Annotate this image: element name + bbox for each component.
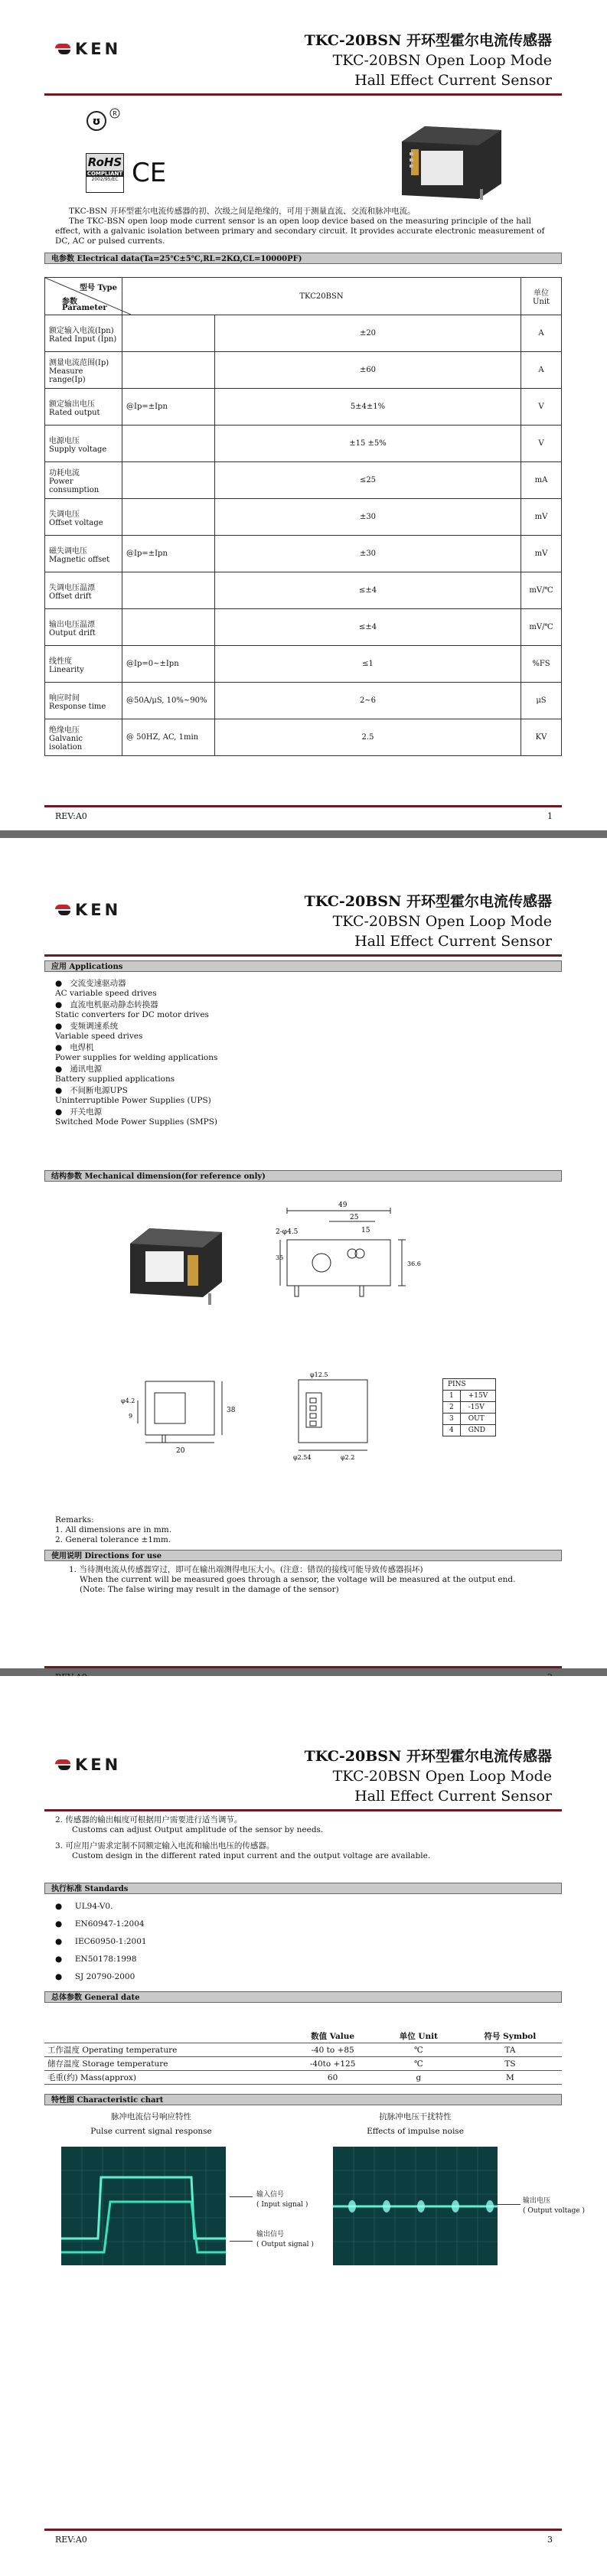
param-condition <box>122 352 215 389</box>
bullet-icon: ● <box>55 1000 70 1009</box>
param-unit: A <box>521 352 562 389</box>
param-condition <box>122 609 215 646</box>
bullet-icon: ● <box>55 1022 70 1031</box>
bullet-icon: ● <box>55 1043 70 1052</box>
bullet-icon: ● <box>55 1919 75 1929</box>
electrical-row <box>45 389 562 426</box>
param-unit: mV <box>521 536 562 572</box>
standard-item: ● UL94-V0. <box>55 1902 113 1911</box>
param-value: ±60 <box>215 352 521 389</box>
header-title-cn: TKC-20BSN 开环型霍尔电流传感器 <box>304 32 552 49</box>
header-title-cn: TKC-20BSN 开环型霍尔电流传感器 <box>304 1748 552 1765</box>
pin-row: 4 GND <box>443 1425 496 1436</box>
application-item: ● 变频调速系统 Variable speed drives <box>55 1022 143 1041</box>
head-corner-cell: 型号 Type 参数 Parameter <box>45 278 122 315</box>
bullet-icon: ● <box>55 1107 70 1117</box>
bullet-icon: ● <box>55 1955 75 1964</box>
bullet-icon: ● <box>55 1086 70 1095</box>
header-rule <box>44 93 562 96</box>
intro-text <box>55 207 553 246</box>
dim-38: 38 <box>227 1407 236 1414</box>
remark-line: Remarks: <box>55 1515 94 1524</box>
directions-item-1: 1. 当待测电流从传感器穿过，即可在输出端测得电压大小。(注意：错误的接线可能导致传感器损坏) When the current will be measured goes through a sensor, the voltage will be measured at the output end. (Note: The false wiring may result in the damage of the sensor) <box>69 1565 516 1594</box>
svg-text:ʊ: ʊ <box>92 116 101 128</box>
param-value: ≤±4 <box>215 609 521 646</box>
brand-name: KEN <box>75 901 122 919</box>
footer-rev: REV:A0 <box>55 811 87 821</box>
dim-12-5: φ12.5 <box>310 1371 328 1378</box>
dim-25: 25 <box>350 1214 359 1221</box>
standard-item: ● SJ 20790-2000 <box>55 1972 135 1981</box>
param-value: 2.5 <box>215 719 521 756</box>
general-row: 工作温度 Operating temperature -40 to +85 ℃ TA <box>44 2043 562 2057</box>
param-condition <box>122 572 215 609</box>
param-condition <box>122 426 215 462</box>
dim-20: 20 <box>176 1447 185 1455</box>
param-name: 功耗电流 Power consumption <box>45 462 122 499</box>
footer-page-number: 1 <box>547 811 553 821</box>
remarks <box>55 1515 171 1545</box>
logo-mark-icon <box>55 905 70 915</box>
section-mechanical: 结构参数 Mechanical dimension(for reference only) <box>44 1170 562 1182</box>
header-title-en2: Hall Effect Current Sensor <box>354 933 552 950</box>
section-standards: 执行标准 Standards <box>44 1883 562 1894</box>
brand-logo <box>55 901 121 919</box>
standard-item: ● EN50178:1998 <box>55 1955 137 1964</box>
page-1 <box>0 0 607 830</box>
electrical-table-body <box>45 315 562 756</box>
pin-row: 2 -15V <box>443 1402 496 1414</box>
param-value: 2~6 <box>215 683 521 719</box>
page-2 <box>0 838 607 1668</box>
electrical-row <box>45 462 562 499</box>
electrical-table-head <box>45 278 562 315</box>
standards-list <box>55 1902 147 1990</box>
electrical-row <box>45 609 562 646</box>
footer-rule <box>44 1666 562 1668</box>
param-value: ≤1 <box>215 646 521 683</box>
pins-table: PINS 1 +15V 2 -15V 3 OUT 4 GND <box>442 1378 496 1436</box>
rohs-badge: RoHS COMPLIANT 2002/95/EC <box>86 153 124 193</box>
param-condition: @Ip=±Ipn <box>122 389 215 426</box>
application-item: ● 不间断电源UPS Uninterruptible Power Supplies (UPS) <box>55 1086 211 1105</box>
bullet-icon: ● <box>55 1902 75 1911</box>
application-item: ● 开关电源 Switched Mode Power Supplies (SMPS) <box>55 1107 217 1127</box>
dim-36-6: 36.6 <box>407 1260 421 1267</box>
brand-logo <box>55 40 121 58</box>
param-value: 5±4±1% <box>215 389 521 426</box>
param-name: 失调电压 Offset voltage <box>45 499 122 536</box>
param-condition <box>122 499 215 536</box>
label-output-voltage: 输出电压 ( Output voltage ) <box>523 2197 586 2215</box>
standard-item: ● IEC60950-1:2001 <box>55 1937 147 1946</box>
bullet-icon: ● <box>55 1972 75 1981</box>
param-unit: KV <box>521 719 562 756</box>
electrical-row <box>45 572 562 609</box>
header-title-en1: TKC-20BSN Open Loop Mode <box>332 52 552 69</box>
param-condition: @50A/μS, 10%~90% <box>122 683 215 719</box>
bullet-icon: ● <box>55 979 70 988</box>
sensor-product-image <box>394 119 509 207</box>
chart-right-caption: 抗脉冲电压干扰特性 Effects of impulse noise <box>367 2112 464 2136</box>
param-name: 额定输出电压 Rated output <box>45 389 122 426</box>
param-unit: V <box>521 389 562 426</box>
side-view-drawing <box>115 1366 260 1466</box>
electrical-row <box>45 499 562 536</box>
general-table-head: 数值 Value 单位 Unit 符号 Symbol <box>44 2030 562 2043</box>
param-value: ±20 <box>215 315 521 352</box>
dim-2-2: φ2.2 <box>341 1454 355 1461</box>
param-unit: mV/℃ <box>521 572 562 609</box>
param-condition: @Ip=±Ipn <box>122 536 215 572</box>
param-name: 失调电压温漂 Offset drift <box>45 572 122 609</box>
general-row: 储存温度 Storage temperature -40to +125 ℃ TS <box>44 2057 562 2071</box>
dim-49: 49 <box>338 1202 348 1209</box>
application-item: ● 交流变速驱动器 AC variable speed drives <box>55 979 157 998</box>
header-title-en1: TKC-20BSN Open Loop Mode <box>332 1768 552 1785</box>
param-condition <box>122 462 215 499</box>
logo-mark-icon <box>55 1759 70 1770</box>
param-condition: @Ip=0~±Ipn <box>122 646 215 683</box>
label-output-signal: 输出信号 ( Output signal ) <box>256 2231 314 2248</box>
remark-line: 2. General tolerance ±1mm. <box>55 1535 171 1544</box>
electrical-row <box>45 719 562 756</box>
pin-row: 1 +15V <box>443 1391 496 1402</box>
param-condition <box>122 315 215 352</box>
param-unit: mV/℃ <box>521 609 562 646</box>
param-unit: μS <box>521 683 562 719</box>
pin-row: 3 OUT <box>443 1414 496 1425</box>
param-name: 输出电压温漂 Output drift <box>45 609 122 646</box>
footer-rev: REV:A0 <box>55 2535 87 2545</box>
param-value: ≤25 <box>215 462 521 499</box>
application-item: ● 直流电机驱动静态转换器 Static converters for DC motor drives <box>55 1000 209 1019</box>
param-name: 额定输入电流(Ipn) Rated Input (Ipn) <box>45 315 122 352</box>
param-name: 电源电压 Supply voltage <box>45 426 122 462</box>
dim-9: 9 <box>129 1413 133 1420</box>
bullet-icon: ● <box>55 1937 75 1946</box>
page-footer <box>55 811 553 821</box>
section-electrical: 电参数 Electrical data(Ta=25℃±5℃,RL=2KΩ,CL=10000PF) <box>44 253 562 264</box>
electrical-row <box>45 352 562 389</box>
directions-continued: 2. 传感器的输出幅度可根据用户需要进行适当调节。 Customs can adjust Output amplitude of the sensor by needs. 3. 可应用户需求定制不同额定输入电流和输出电压的传感器。 Custom design in the different rated input current and the output voltage are available. <box>55 1815 431 1860</box>
param-unit: mA <box>521 462 562 499</box>
header-title-en2: Hall Effect Current Sensor <box>354 72 552 89</box>
param-condition: @ 50HZ, AC, 1min <box>122 719 215 756</box>
dim-2-54: φ2.54 <box>293 1454 312 1461</box>
electrical-row <box>45 646 562 683</box>
param-unit: %FS <box>521 646 562 683</box>
page-header <box>305 1746 552 1806</box>
param-name: 线性度 Linearity <box>45 646 122 683</box>
electrical-row <box>45 536 562 572</box>
sensor-3d-photo <box>122 1221 230 1312</box>
electrical-row <box>45 426 562 462</box>
ce-mark: CE <box>132 158 167 188</box>
param-name: 绝缘电压 Galvanic isolation <box>45 719 122 756</box>
dim-35: 35 <box>276 1254 284 1261</box>
footer-page-number: 3 <box>547 2535 553 2545</box>
section-directions: 使用说明 Directions for use <box>44 1550 562 1561</box>
param-value: ±15 ±5% <box>215 426 521 462</box>
param-unit: A <box>521 315 562 352</box>
header-title-en1: TKC-20BSN Open Loop Mode <box>332 913 552 930</box>
recycle-mark-icon <box>86 107 124 135</box>
remark-line: 1. All dimensions are in mm. <box>55 1525 172 1534</box>
param-value: ±30 <box>215 536 521 572</box>
intro-en: The TKC-BSN open loop mode current sensor is an open loop device based on the measuring principle of the hall effect, with a galvanic isolation between primary and secondary circuit. It provides accurate electronic measurement of DC, AC or pulsed currents. <box>55 217 545 246</box>
logo-mark-icon <box>55 44 70 54</box>
section-general: 总体参数 General date <box>44 1991 562 2003</box>
param-name: 磁失调电压 Magnetic offset <box>45 536 122 572</box>
header-title-en2: Hall Effect Current Sensor <box>354 1788 552 1805</box>
param-name: 响应时间 Response time <box>45 683 122 719</box>
general-table <box>44 2030 562 2085</box>
page-footer <box>55 2535 553 2545</box>
header-rule <box>44 1809 562 1811</box>
electrical-row <box>45 683 562 719</box>
footer-rule <box>44 805 562 807</box>
electrical-row <box>45 315 562 352</box>
dim-holes: 2-φ4.5 <box>276 1228 299 1236</box>
applications-list <box>55 979 514 1129</box>
head-model: TKC20BSN <box>122 278 521 315</box>
impulse-noise-scope <box>333 2147 498 2265</box>
label-input-signal: 输入信号 ( Input signal ) <box>256 2191 308 2209</box>
chart-left-caption: 脉冲电流信号响应特性 Pulse current signal response <box>90 2112 212 2136</box>
section-characteristic: 特性图 Characteristic chart <box>44 2094 562 2105</box>
intro-cn: TKC-BSN 开环型霍尔电流传感器的初、次级之间是绝缘的，可用于测量直流、交流和脉冲电流。 <box>69 207 416 216</box>
footer-rule <box>44 2529 562 2531</box>
section-applications: 应用 Applications <box>44 960 562 972</box>
pulse-response-scope <box>61 2147 226 2265</box>
param-unit: V <box>521 426 562 462</box>
header-rule <box>44 954 562 957</box>
page-header <box>305 31 552 90</box>
head-unit: 单位 Unit <box>521 278 562 315</box>
brand-name: KEN <box>75 40 122 58</box>
param-value: ±30 <box>215 499 521 536</box>
pin-view-drawing <box>287 1366 402 1466</box>
page-3 <box>0 1676 607 2576</box>
svg-text:R: R <box>113 110 117 117</box>
param-value: ≤±4 <box>215 572 521 609</box>
header-title-cn: TKC-20BSN 开环型霍尔电流传感器 <box>304 893 552 910</box>
electrical-table <box>44 277 562 756</box>
application-item: ● 通讯电源 Battery supplied applications <box>55 1065 175 1084</box>
bullet-icon: ● <box>55 1065 70 1074</box>
brand-logo <box>55 1756 121 1774</box>
dim-15: 15 <box>361 1227 370 1234</box>
page-header <box>305 892 552 951</box>
dim-4-2: φ4.2 <box>121 1397 135 1404</box>
front-view-drawing <box>276 1194 452 1309</box>
general-row: 毛重(约) Mass(approx) 60 g M <box>44 2071 562 2085</box>
brand-name: KEN <box>75 1756 122 1774</box>
application-item: ● 电焊机 Power supplies for welding applications <box>55 1043 218 1062</box>
param-unit: mV <box>521 499 562 536</box>
standard-item: ● EN60947-1:2004 <box>55 1919 145 1929</box>
param-name: 测量电流范围(Ip) Measure range(Ip) <box>45 352 122 389</box>
